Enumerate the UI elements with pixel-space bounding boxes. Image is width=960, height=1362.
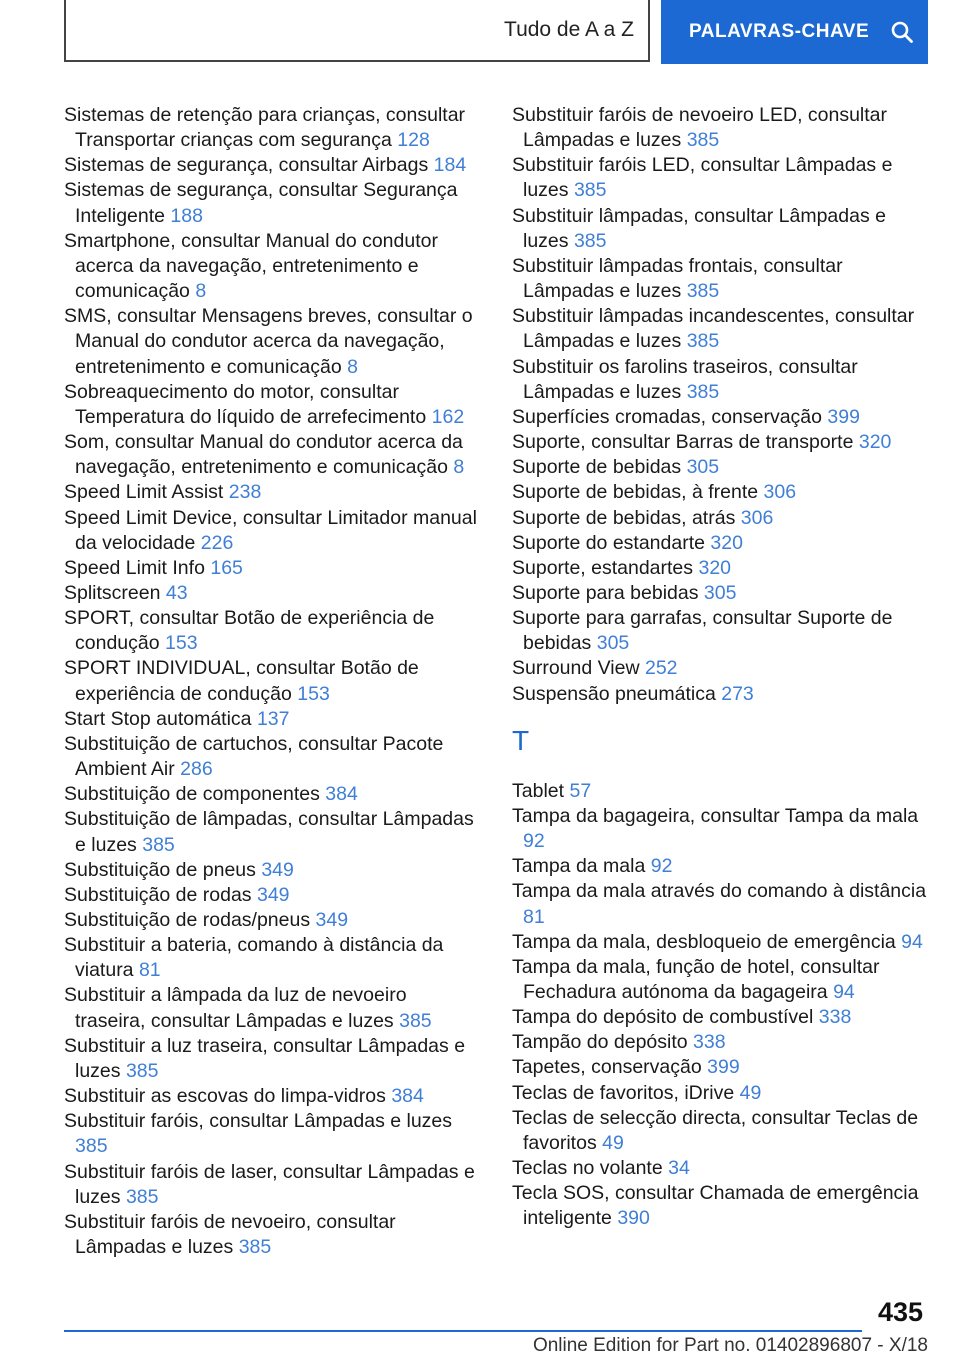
page-reference-link[interactable]: 34 [668, 1157, 690, 1180]
index-entry [512, 254, 932, 304]
index-entry-text: Tampa do depósito de combustível [512, 1006, 814, 1029]
index-column-right [512, 103, 932, 1232]
index-entry [512, 779, 932, 804]
index-entry [64, 1084, 482, 1109]
page-reference-link[interactable]: 384 [391, 1085, 424, 1108]
index-entry [64, 933, 482, 983]
index-entry-text: Substituir lâmpadas incandescentes, consultar Lâmpadas e luzes [512, 305, 915, 353]
page-reference-link[interactable]: 305 [703, 581, 737, 604]
index-entry [512, 606, 932, 656]
page-reference-link[interactable]: 385 [686, 129, 720, 152]
index-entry-text: Surround View [512, 657, 640, 680]
index-entry [64, 807, 482, 857]
page-reference-link[interactable]: 349 [261, 858, 294, 881]
page-reference-link[interactable]: 385 [573, 179, 607, 202]
index-entry-text: Tampa da mala, função de hotel, consultar Fechadura autónoma da bagageira [512, 955, 880, 1003]
index-entry [512, 153, 932, 203]
index-entry-text: Substituir faróis de nevoeiro, consultar Lâmpadas e luzes [64, 1210, 396, 1259]
index-entry [64, 908, 482, 933]
index-entry [64, 480, 482, 505]
index-entry-text: Smartphone, consultar Manual do condutor acerca da navegação, entretenimento e comunicação [64, 229, 438, 303]
index-entry [512, 682, 932, 707]
page-reference-link[interactable]: 57 [569, 779, 592, 802]
search-icon [891, 21, 913, 43]
index-entry [512, 355, 932, 405]
page-reference-link[interactable]: 385 [686, 330, 720, 353]
index-entry [512, 455, 932, 480]
index-entry-text: Substituição de lâmpadas, consultar Lâmpadas e luzes [64, 808, 474, 856]
index-entry-text: Tablet [512, 779, 565, 802]
index-entry-text: Teclas de favoritos, iDrive [512, 1081, 735, 1104]
page-reference-link[interactable]: 165 [210, 556, 243, 579]
index-entry-text: Suporte de bebidas, atrás [512, 506, 736, 529]
page-reference-link[interactable]: 385 [142, 833, 175, 856]
index-entry-text: Suporte, consultar Barras de transporte [512, 431, 854, 454]
index-entry-text: Sistemas de segurança, consultar Segurança Inteligente [64, 179, 458, 227]
page-reference-link[interactable]: 81 [138, 959, 161, 982]
index-entry-text: SPORT, consultar Botão de experiência de condução [64, 607, 435, 655]
index-entry [64, 1109, 482, 1159]
page-reference-link[interactable]: 390 [617, 1207, 650, 1230]
page-reference-link[interactable]: 188 [170, 204, 203, 227]
index-entry-text: Substituição de cartuchos, consultar Pacote Ambient Air [64, 732, 444, 781]
page-reference-link[interactable]: 306 [763, 481, 797, 504]
index-entry-text: Tampa da mala, desbloqueio de emergência [512, 930, 896, 953]
index-entry [64, 1160, 482, 1210]
page-reference-link[interactable]: 349 [256, 883, 290, 906]
page-reference-link[interactable]: 273 [721, 682, 754, 705]
page-reference-link[interactable]: 43 [165, 581, 188, 604]
index-entry-text: Substituir faróis de nevoeiro LED, consultar Lâmpadas e luzes [512, 104, 888, 152]
index-entry-text: Suporte de bebidas, à frente [512, 481, 759, 504]
index-entry [512, 854, 932, 879]
page-reference-link[interactable]: 305 [686, 456, 720, 479]
index-entry-text: Suporte, estandartes [512, 556, 694, 579]
page-reference-link[interactable]: 8 [195, 280, 207, 303]
index-entry-text: Speed Limit Assist [64, 481, 224, 504]
index-entry [512, 930, 932, 955]
index-entry [64, 380, 482, 430]
index-entry-text: Sobreaquecimento do motor, consultar Temperatura do líquido de arrefecimento [64, 380, 427, 428]
page-reference-link[interactable]: 385 [686, 380, 720, 403]
page-reference-link[interactable]: 385 [238, 1236, 272, 1259]
page-reference-link[interactable]: 252 [644, 657, 678, 680]
index-entry-text: Substituir a bateria, comando à distância da viatura [64, 934, 444, 982]
tab-keywords[interactable] [661, 0, 928, 64]
page-reference-link[interactable]: 385 [399, 1009, 432, 1032]
index-entry [64, 883, 482, 908]
index-entry [512, 204, 932, 254]
index-entry [64, 430, 482, 480]
page-reference-link[interactable]: 399 [707, 1056, 740, 1079]
index-entry-text: Som, consultar Manual do condutor acerca da navegação, entretenimento e comunicação [64, 431, 463, 479]
index-entry-text: Suporte para bebidas [512, 581, 699, 604]
index-entry [64, 153, 482, 178]
page-reference-link[interactable]: 385 [125, 1185, 159, 1208]
index-entry-text: Substituição de pneus [64, 858, 256, 881]
index-entry-text: Speed Limit Info [64, 556, 205, 579]
index-entry [512, 1106, 932, 1156]
index-entry [64, 732, 482, 782]
page-reference-link[interactable]: 8 [347, 355, 358, 378]
page-reference-link[interactable]: 286 [180, 758, 213, 781]
page-reference-link[interactable]: 226 [200, 531, 234, 554]
index-entry [64, 556, 482, 581]
page-reference-link[interactable]: 320 [858, 431, 892, 454]
index-entry [64, 1210, 482, 1260]
page-reference-link[interactable]: 92 [523, 830, 545, 853]
index-entry-text: Substituir a luz traseira, consultar Lâmpadas e luzes [64, 1034, 466, 1082]
index-entry-text: SMS, consultar Mensagens breves, consultar o Manual do condutor acerca da navegação, entretenimento e comunicação [64, 305, 473, 378]
index-entry [512, 1055, 932, 1080]
index-entry-text: Tapetes, conservação [512, 1056, 702, 1079]
page-reference-link[interactable]: 153 [297, 682, 330, 705]
index-entry-text: Teclas de selecção directa, consultar Teclas de favoritos [512, 1106, 919, 1154]
header-nav [64, 0, 928, 64]
page-reference-link[interactable]: 184 [433, 154, 467, 177]
index-entry-text: Suspensão pneumática [512, 682, 716, 705]
page-reference-link[interactable]: 399 [827, 405, 860, 428]
index-entry-text: Speed Limit Device, consultar Limitador manual da velocidade [64, 506, 477, 554]
index-entry-text: Substituição de componentes [64, 783, 320, 806]
page-reference-link[interactable]: 137 [256, 707, 290, 730]
index-entry [64, 782, 482, 807]
index-entry [512, 1156, 932, 1181]
index-entry-text: Teclas no volante [512, 1157, 663, 1180]
page-reference-link[interactable]: 338 [693, 1031, 726, 1054]
index-entry [64, 1034, 482, 1084]
page-reference-link[interactable]: 305 [596, 632, 630, 655]
index-entry-text: Substituir faróis, consultar Lâmpadas e luzes [64, 1110, 453, 1133]
index-entry-text: Tampão do depósito [512, 1031, 688, 1054]
index-entry-text: Substituir lâmpadas, consultar Lâmpadas e luzes [512, 204, 886, 252]
page-reference-link[interactable]: 49 [602, 1131, 624, 1154]
section-letter-heading: T [512, 724, 530, 756]
page-reference-link[interactable]: 153 [165, 632, 198, 655]
index-entry [64, 103, 482, 153]
index-entry-text: Substituir as escovas do limpa-vidros [64, 1085, 386, 1108]
page-reference-link[interactable]: 49 [739, 1081, 762, 1104]
page-reference-link[interactable]: 320 [710, 531, 743, 554]
index-entry-text: Substituição de rodas [64, 883, 252, 906]
index-entry-text: Substituir faróis LED, consultar Lâmpadas e luzes [512, 154, 893, 202]
page-reference-link[interactable]: 8 [453, 456, 465, 479]
index-entry [64, 178, 482, 228]
index-entry-text: SPORT INDIVIDUAL, consultar Botão de experiência de condução [64, 657, 419, 705]
index-entry [64, 304, 482, 379]
index-entry-text: Sistemas de retenção para crianças, consultar Transportar crianças com segurança [64, 104, 466, 152]
tab-keywords-label: PALAVRAS-CHAVE [689, 21, 870, 42]
page-reference-link[interactable]: 238 [228, 481, 262, 504]
page-reference-link[interactable]: 384 [325, 783, 358, 806]
index-entry [512, 304, 932, 354]
page-reference-link[interactable]: 385 [125, 1059, 159, 1082]
index-entry-text: Start Stop automática [64, 707, 252, 730]
index-entry [512, 480, 932, 505]
index-entry [512, 556, 932, 581]
index-entry [512, 506, 932, 531]
footer-divider [64, 1330, 862, 1332]
index-column-left [64, 103, 482, 1260]
index-entry [512, 879, 932, 929]
tab-a-to-z[interactable]: Tudo de A a Z [64, 0, 650, 62]
page-reference-link[interactable]: 94 [901, 930, 923, 953]
page-reference-link[interactable]: 349 [315, 909, 349, 931]
footer-edition-text: Online Edition for Part no. 01402896807 - X/18 [532, 1335, 928, 1356]
index-entry-text: Substituir os farolins traseiros, consultar Lâmpadas e luzes [512, 355, 858, 403]
index-entry [512, 531, 932, 556]
index-entry [512, 103, 932, 153]
index-entry-text: Suporte de bebidas [512, 456, 682, 479]
index-entry-text: Suporte do estandarte [512, 531, 705, 554]
page-reference-link[interactable]: 94 [833, 981, 855, 1003]
index-entry [512, 581, 932, 606]
index-entry-text: Tampa da mala através do comando à distância [512, 880, 927, 903]
index-entry [512, 1181, 932, 1231]
index-entry [512, 1005, 932, 1030]
index-entry [512, 955, 932, 1005]
index-group-t [512, 779, 932, 1232]
index-entry [512, 804, 932, 854]
index-entry-text: Superfícies cromadas, conservação [512, 405, 822, 428]
index-entry [64, 983, 482, 1033]
index-entry [64, 656, 482, 706]
index-entry [512, 656, 932, 681]
page-reference-link[interactable]: 128 [397, 129, 430, 152]
page-number: 435 [878, 1297, 924, 1327]
index-entry-text: Substituir a lâmpada da luz de nevoeiro traseira, consultar Lâmpadas e luzes [64, 984, 407, 1032]
page-reference-link[interactable]: 385 [75, 1135, 108, 1158]
index-entry-text: Substituir faróis de laser, consultar Lâmpadas e luzes [64, 1160, 475, 1208]
page-reference-link[interactable]: 92 [650, 855, 673, 878]
page-reference-link[interactable]: 385 [686, 280, 720, 303]
page-reference-link[interactable]: 338 [818, 1006, 852, 1029]
index-entry [64, 506, 482, 556]
index-entry [512, 430, 932, 455]
page-reference-link[interactable]: 162 [431, 405, 465, 428]
index-entry-text: Tampa da bagageira, consultar Tampa da mala [512, 804, 919, 827]
index-entry [64, 581, 482, 606]
page-reference-link[interactable]: 385 [573, 229, 607, 252]
index-entry [512, 405, 932, 430]
index-entry [64, 707, 482, 732]
index-entry-text: Splitscreen [64, 581, 161, 604]
index-entry-text: Sistemas de segurança, consultar Airbags [64, 154, 429, 177]
page-reference-link[interactable]: 306 [740, 506, 774, 529]
index-entry-text: Suporte para garrafas, consultar Suporte de bebidas [512, 607, 893, 655]
index-entry-text: Substituir lâmpadas frontais, consultar Lâmpadas e luzes [512, 254, 843, 303]
page-reference-link[interactable]: 81 [523, 905, 545, 928]
index-entry-text: Tampa da mala [512, 855, 646, 878]
page-reference-link[interactable]: 320 [698, 556, 732, 579]
index-entry [64, 606, 482, 656]
index-entry-text: Substituição de rodas/pneus [64, 909, 311, 931]
index-entry [64, 229, 482, 304]
index-entry [512, 1081, 932, 1106]
index-entry-text: Tecla SOS, consultar Chamada de emergência inteligente [512, 1182, 919, 1230]
index-entry [512, 1030, 932, 1055]
index-entry [64, 858, 482, 883]
index-group-s [512, 103, 932, 707]
